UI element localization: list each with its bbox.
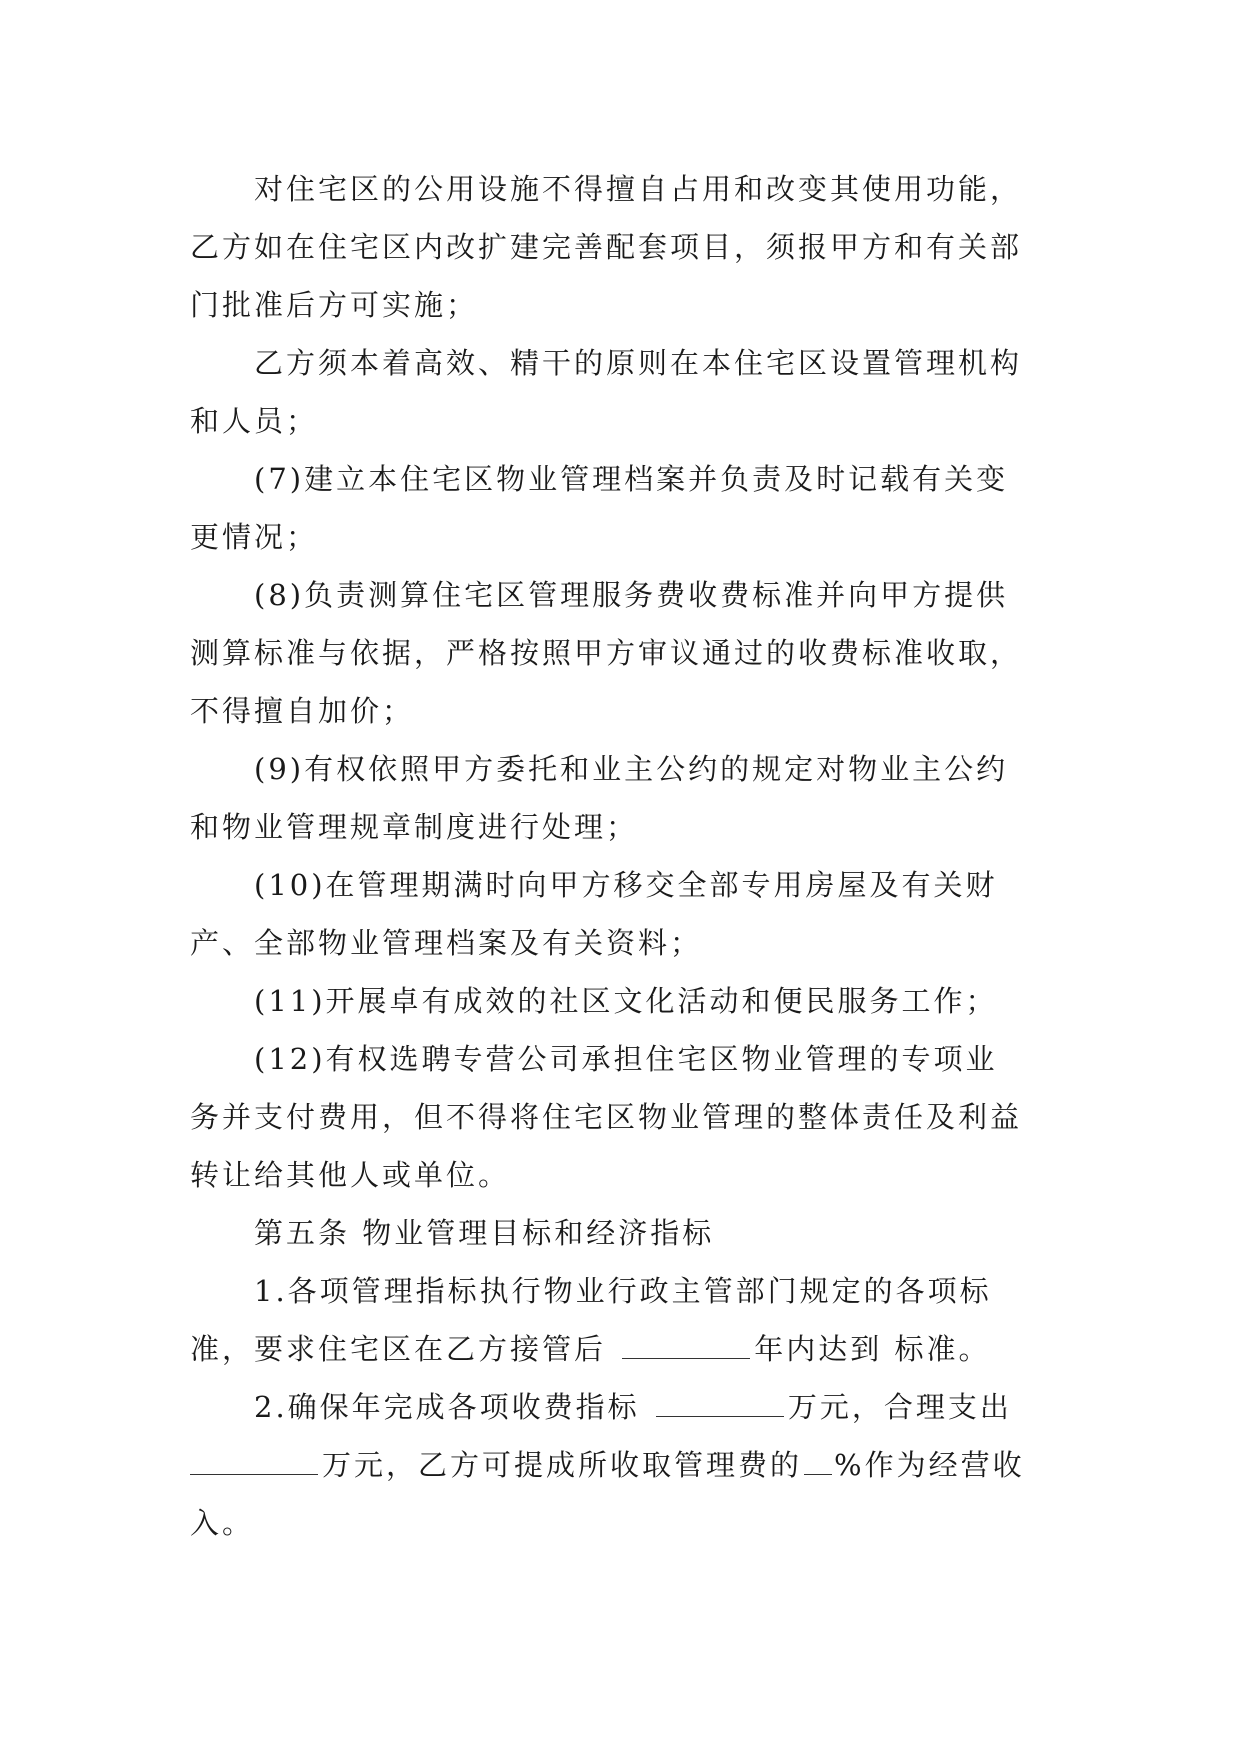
text-line: 和人员； [190,404,319,438]
fill-in-blank [804,1454,832,1475]
text-line: 转让给其他人或单位。 [190,1158,511,1192]
text-line: 1.各项管理指标执行物业行政主管部门规定的各项标 [254,1274,992,1308]
text-line: 入。 [190,1506,255,1540]
text-line: 对住宅区的公用设施不得擅自占用和改变其使用功能， [254,172,1023,206]
text-line: (11)开展卓有成效的社区文化活动和便民服务工作； [254,984,998,1018]
fill-in-blank [656,1396,784,1417]
text-line: 不得擅自加价； [190,694,415,728]
text-line: (8)负责测算住宅区管理服务费收费标准并向甲方提供 [254,578,1009,612]
text-line: (9)有权依照甲方委托和业主公约的规定对物业主公约 [254,752,1009,786]
text-line-with-blank [190,1378,1050,1436]
text-line-with-blank [190,1320,1050,1378]
text-line: 产、全部物业管理档案及有关资料； [190,926,703,960]
text-segment: 万元，合理支出 [787,1390,1012,1424]
text-line: 更情况； [190,520,319,554]
text-segment: 年内达到 标准。 [754,1332,991,1366]
fill-in-blank [622,1338,750,1359]
section-heading: 第五条 物业管理目标和经济指标 [254,1216,715,1250]
text-line-with-blank [190,1436,1050,1494]
text-segment: 万元，乙方可提成所收取管理费的 [322,1448,803,1482]
text-segment: 2.确保年完成各项收费指标 [254,1390,652,1424]
document-body [190,160,1050,1552]
text-line: 乙方须本着高效、精干的原则在本住宅区设置管理机构 [254,346,1023,380]
text-line: 和物业管理规章制度进行处理； [190,810,639,844]
text-line: 乙方如在住宅区内改扩建完善配套项目，须报甲方和有关部 [190,230,1023,264]
text-line: 务并支付费用，但不得将住宅区物业管理的整体责任及利益 [190,1100,1023,1134]
text-line: (12)有权选聘专营公司承担住宅区物业管理的专项业 [254,1042,998,1076]
text-line: 门批准后方可实施； [190,288,479,322]
text-segment: %作为经营收 [834,1448,1025,1482]
text-segment: 准，要求住宅区在乙方接管后 [190,1332,619,1366]
text-line: (7)建立本住宅区物业管理档案并负责及时记载有关变 [254,462,1009,496]
fill-in-blank [190,1454,318,1475]
text-line: (10)在管理期满时向甲方移交全部专用房屋及有关财 [254,868,998,902]
text-line: 测算标准与依据，严格按照甲方审议通过的收费标准收取， [190,636,1023,670]
